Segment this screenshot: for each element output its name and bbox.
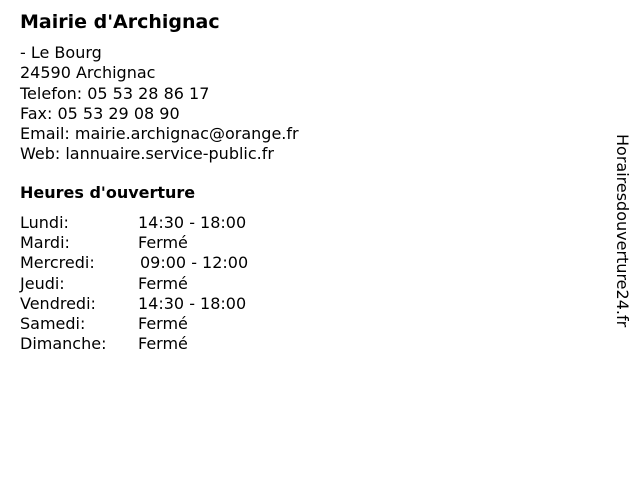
- day-hours: Fermé: [138, 233, 188, 253]
- day-label: Vendredi:: [20, 293, 96, 313]
- hours-heading: Heures d'ouverture: [20, 183, 196, 202]
- address-block: [20, 43, 299, 165]
- street-line: - Le Bourg: [20, 43, 102, 62]
- fax-line: Fax: 05 53 29 08 90: [20, 103, 180, 123]
- day-label: Samedi:: [20, 313, 86, 333]
- day-label: Mardi:: [20, 233, 70, 253]
- city-line: 24590 Archignac: [20, 63, 156, 83]
- day-hours: Fermé: [138, 273, 188, 293]
- day-label: Mercredi:: [20, 253, 95, 273]
- phone-line: Telefon: 05 53 28 86 17: [20, 83, 210, 103]
- day-hours: Fermé: [138, 313, 188, 333]
- day-hours: 14:30 - 18:00: [138, 213, 247, 232]
- email-line: Email: mairie.archignac@orange.fr: [20, 124, 299, 144]
- day-hours: Fermé: [138, 334, 188, 354]
- day-hours: 14:30 - 18:00: [138, 293, 247, 313]
- web-line: Web: lannuaire.service-public.fr: [20, 144, 274, 164]
- day-label: Dimanche:: [20, 334, 107, 354]
- day-hours: 09:00 - 12:00: [140, 253, 249, 273]
- day-label: Jeudi:: [20, 273, 65, 293]
- site-watermark: Horairesdouverture24.fr: [613, 134, 632, 328]
- day-label: Lundi:: [20, 213, 69, 232]
- page-title: Mairie d'Archignac: [20, 11, 220, 33]
